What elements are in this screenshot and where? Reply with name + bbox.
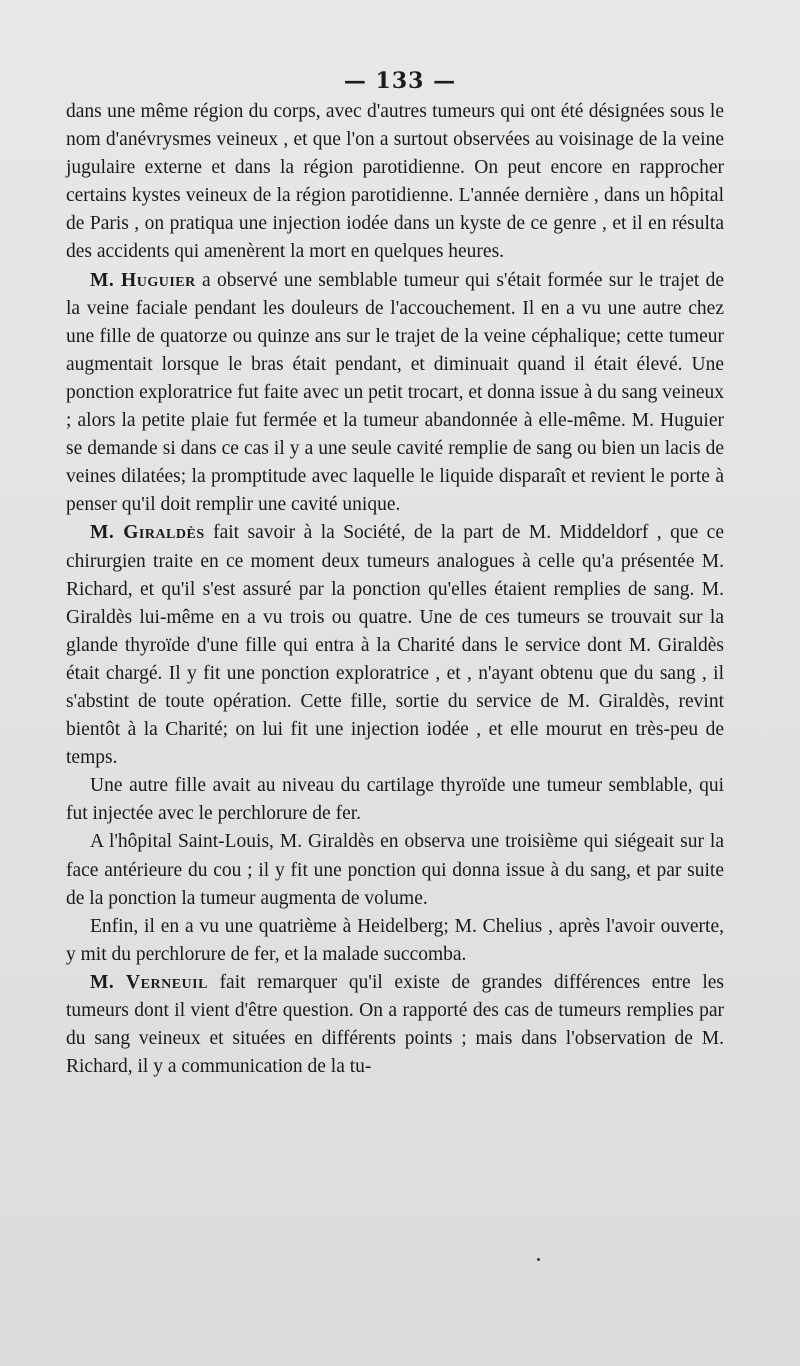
page-number: — 133 — (343, 68, 457, 94)
paragraph-1: dans une même région du corps, avec d'autres tumeurs qui ont été désignées sous le nom d'anévrysmes veineux , et que l'on a surtout observées au voisinage de la veine jugulaire externe et dans la région parotidienne. On peut encore en rapprocher certains kystes veineux de la région parotidienne. L'année dernière , dans un hôpital de Paris , on pratiqua une injection iodée dans un kyste de ce genre , et il en résulta des accidents qui amenèrent la mort en quelques heures. (66, 101, 724, 263)
paragraph-5: A l'hôpital Saint-Louis, M. Giraldès en observa une troisième qui siégeait sur la face antérieure du cou ; il y fit une ponction qui donna issue à du sang, et par suite de la ponction la tumeur augmenta de volume. (66, 831, 724, 909)
paragraph-6: Enfin, il en a vu une quatrième à Heidelberg; M. Chelius , après l'avoir ouverte, y mit du perchlorure de fer, et la malade succomba. (66, 915, 724, 965)
paragraph-7-text: fait remarquer qu'il existe de grandes différences entre les tumeurs dont il vient d'être question. On a rapporté des cas de tumeurs remplies par du sang veineux et situées en différents points ; mais dans l'observation de M. Richard, il y a communication de la tu- (66, 971, 724, 1078)
speaker-name: M. Verneuil (90, 971, 208, 993)
paragraph-4: Une autre fille avait au niveau du cartilage thyroïde une tumeur semblable, qui fut injectée avec le perchlorure de fer. (66, 775, 724, 825)
paragraph-7 (66, 969, 724, 1081)
paragraph-3 (66, 519, 724, 772)
body-text (66, 98, 724, 1081)
speaker-name: M. Giraldès (90, 522, 205, 544)
paragraph-3-text: fait savoir à la Société, de la part de M. Middeldorf , que ce chirurgien traite en ce moment deux tumeurs analogues à celle qu'a présentée M. Richard, et qu'il s'est assuré par la ponction qu'elles étaient remplies de sang. M. Giraldès lui-même en a vu trois ou quatre. Une de ces tumeurs se trouvait sur la glande thyroïde d'une fille qui entra à la Charité dans le service dont M. Giraldès était chargé. Il y fit une ponction exploratrice , et , n'ayant obtenu que du sang , il s'abstint de toute opération. Cette fille, sortie du service de M. Giraldès, revint bientôt à la Charité; on lui fit une injection iodée , et elle mourut en très-peu de temps. (66, 522, 724, 769)
paragraph-2 (66, 267, 724, 520)
ink-speck (537, 1258, 540, 1261)
paragraph-2-text: a observé une semblable tumeur qui s'était formée sur le trajet de la veine faciale pendant les douleurs de l'accouchement. Il en a vu une autre chez une fille de quatorze ou quinze ans sur le trajet de la veine céphalique; cette tumeur augmentait lorsque le bras était pendant, et diminuait quand il était élevé. Une ponction exploratrice fut faite avec un petit trocart, et donna issue à du sang veineux ; alors la petite plaie fut fermée et la tumeur abandonnée à elle-même. M. Huguier se demande si dans ce cas il y a une seule cavité remplie de sang ou bien un lacis de veines dilatées; la promptitude avec laquelle le liquide disparaît et revient le porte à penser qu'il doit remplir une cavité unique. (66, 269, 724, 516)
speaker-name: M. Huguier (90, 269, 196, 291)
